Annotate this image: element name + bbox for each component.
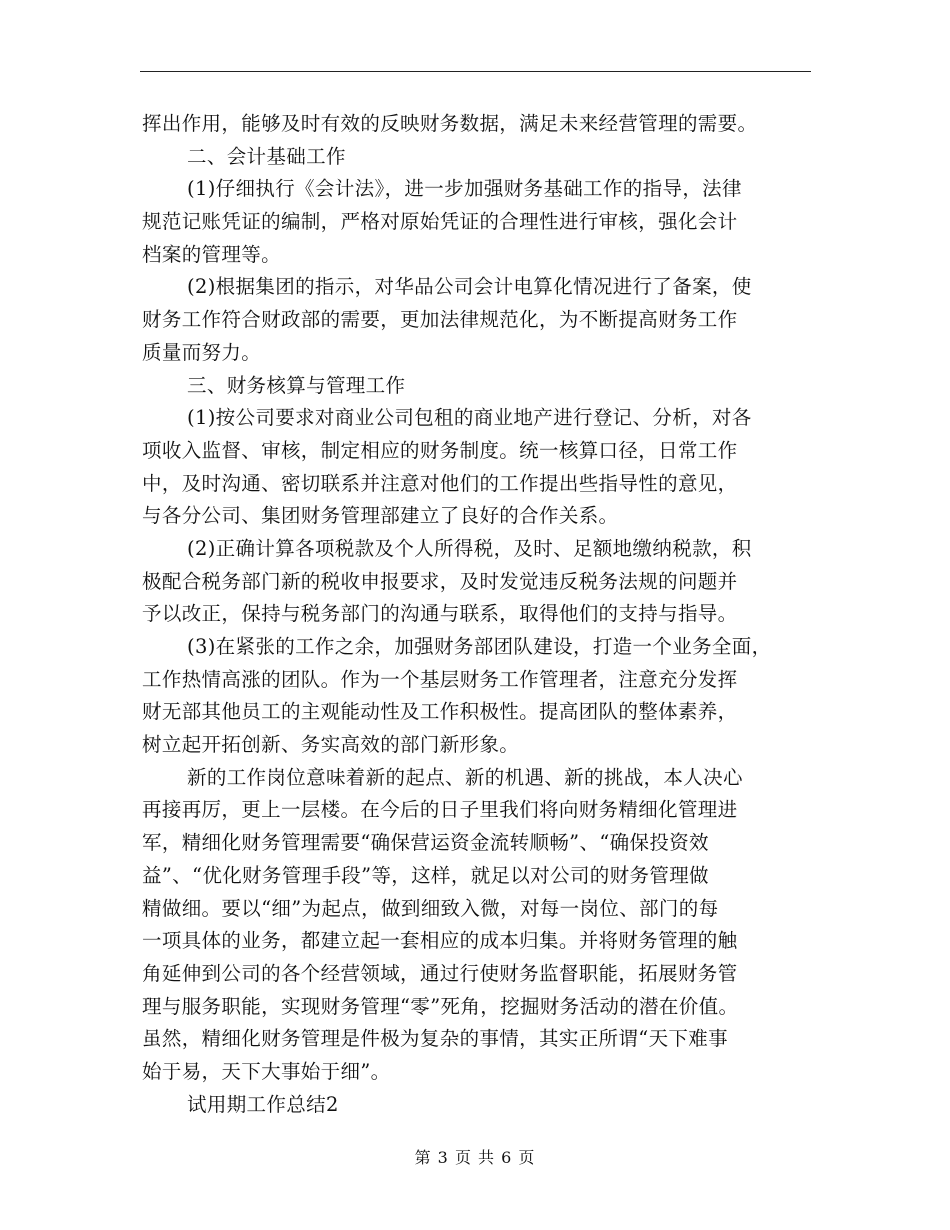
text-line: 予以改正，保持与税务部门的沟通与联系，取得他们的支持与指导。 [142,602,738,626]
text-line: (2)正确计算各项税款及个人所得税，及时、足额地缴纳税款，积 [187,536,752,560]
text-line: (2)根据集团的指示，对华品公司会计电算化情况进行了备案，使 [187,275,752,299]
text-line: 军，精细化财务管理需要“确保营运资金流转顺畅”、“确保投资效 [142,831,709,855]
text-line: 益”、“优化财务管理手段”等，这样，就足以对公司的财务管理做 [142,863,709,887]
section-heading: 三、财务核算与管理工作 [187,373,406,397]
text-line: 与各分公司、集团财务管理部建立了良好的合作关系。 [142,504,619,528]
text-line: 理与服务职能，实现财务管理“零”死角，挖掘财务活动的潜在价值。 [142,994,739,1018]
text-line: 角延伸到公司的各个经营领域，通过行使财务监督职能，拓展财务管 [142,961,738,985]
text-line: 档案的管理等。 [142,242,281,266]
section-heading: 试用期工作总结2 [187,1092,339,1116]
text-line: 工作热情高涨的团队。作为一个基层财务工作管理者，注意充分发挥 [142,667,738,691]
text-line: 项收入监督、审核，制定相应的财务制度。统一核算口径，日常工作 [142,438,738,462]
text-line: 挥出作用，能够及时有效的反映财务数据，满足未来经营管理的需要。 [142,112,758,135]
text-line: 再接再厉，更上一层楼。在今后的日子里我们将向财务精细化管理进 [142,798,738,822]
text-line: 极配合税务部门新的税收申报要求，及时发觉违反税务法规的问题并 [142,569,738,593]
text-line: 中，及时沟通、密切联系并注意对他们的工作提出些指导性的意见， [142,471,738,495]
text-line: 财务工作符合财政部的需要，更加法律规范化，为不断提高财务工作 [142,308,738,332]
text-line: 质量而努力。 [142,340,262,364]
text-line: (1)按公司要求对商业公司包租的商业地产进行登记、分析，对各 [187,406,752,430]
text-line: (3)在紧张的工作之余，加强财务部团队建设，打造一个业务全面， [187,635,772,658]
text-line: 新的工作岗位意味着新的起点、新的机遇、新的挑战，本人决心 [187,765,743,789]
header-rule [140,71,811,72]
section-heading: 二、会计基础工作 [187,144,346,168]
text-line: 树立起开拓创新、务实高效的部门新形象。 [142,733,520,757]
text-line: 虽然，精细化财务管理是件极为复杂的事情，其实正所谓“天下难事 [142,1027,728,1051]
text-line: 一项具体的业务，都建立起一套相应的成本归集。并将财务管理的触 [142,929,738,953]
text-line: (1)仔细执行《会计法》，进一步加强财务基础工作的指导，法律 [187,177,742,201]
text-line: 规范记账凭证的编制，严格对原始凭证的合理性进行审核，强化会计 [142,210,738,234]
text-line: 始于易，天下大事始于细”。 [142,1059,391,1083]
text-line: 精做细。要以“细”为起点，做到细致入微，对每一岗位、部门的每 [142,896,719,920]
text-line: 财无部其他员工的主观能动性及工作积极性。提高团队的整体素养， [142,700,738,724]
document-body [142,108,814,1121]
page-footer: 第 3 页 共 6 页 [414,1148,536,1167]
